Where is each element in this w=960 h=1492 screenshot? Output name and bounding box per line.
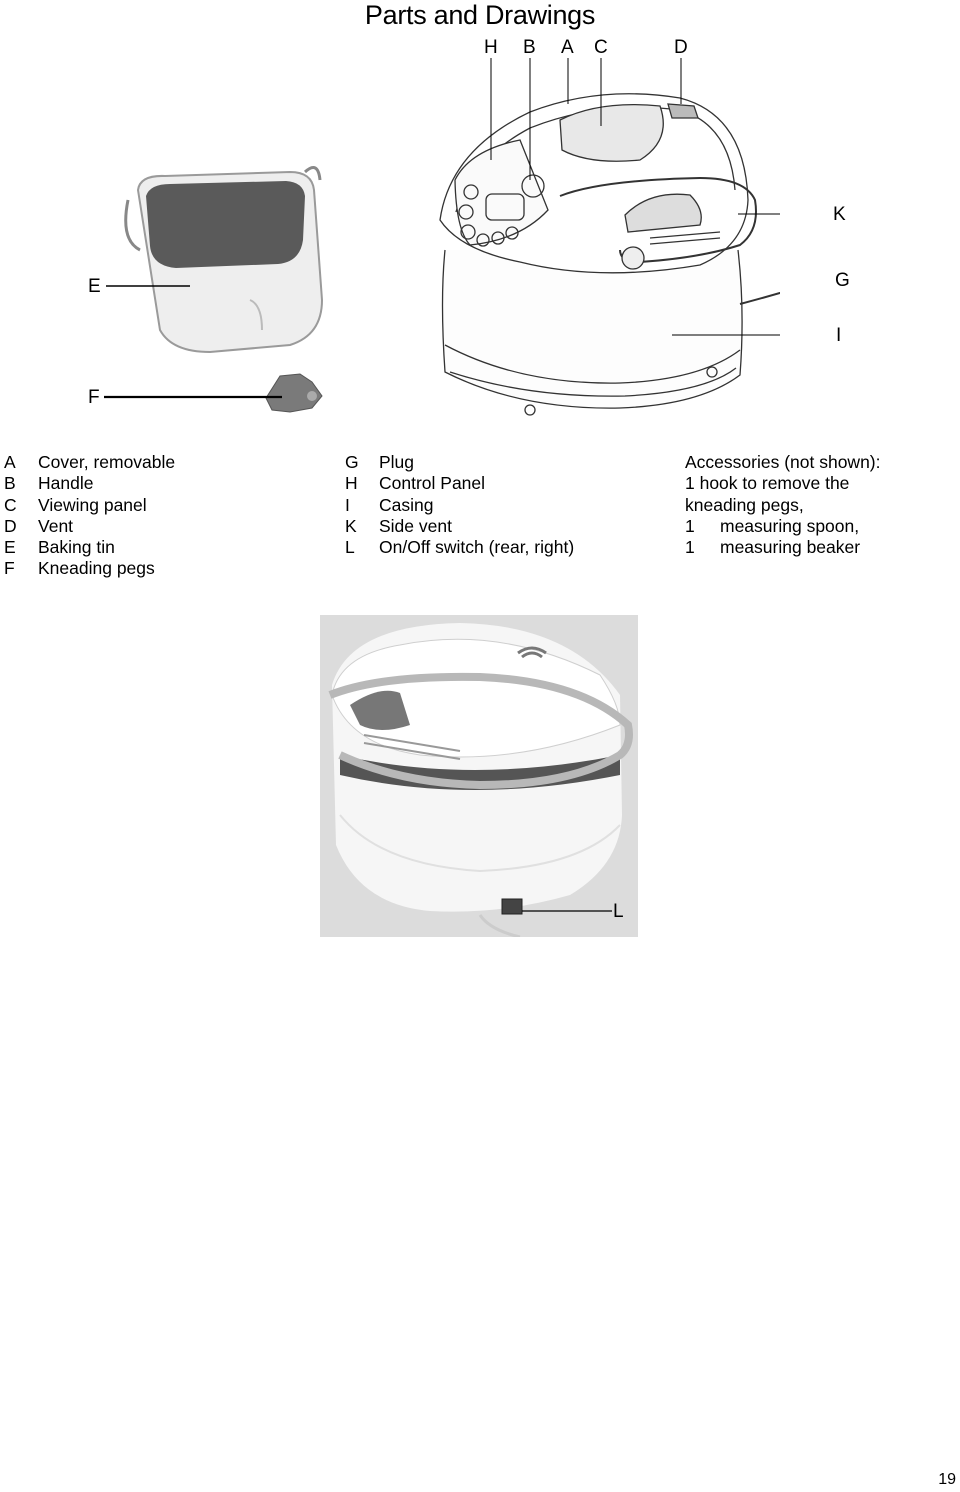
list-item: B Handle [4,473,94,494]
list-item: K Side vent [345,515,452,536]
callout-a: A [561,37,574,58]
callout-c: C [594,37,608,58]
parts-list-left [4,452,175,580]
accessories-heading: Accessories (not shown): [685,452,881,472]
page-title: Parts and Drawings [364,0,596,30]
callout-k: K [833,204,846,225]
bread-maker-rear-photo [320,615,638,937]
callout-d: D [674,37,688,58]
parts-list-middle [345,452,574,558]
kneading-peg-illustration [266,374,322,412]
baking-tin-illustration [126,168,322,353]
list-item: A Cover, removable [4,452,176,472]
list-item: E Baking tin [4,537,115,558]
accessories-line: 1 hook to remove the [685,473,850,494]
list-item: 1 measuring spoon, [685,515,860,536]
callout-e: E [88,276,101,297]
accessories-line: kneading pegs, [685,494,804,515]
callout-b: B [523,37,536,58]
page-number: 19 [938,1471,956,1488]
list-item: L On/Off switch (rear, right) [345,537,575,558]
callout-h: H [484,37,498,58]
list-item: H Control Panel [345,473,486,494]
list-item: 1 measuring beaker [685,537,861,558]
list-item: G Plug [345,452,415,472]
callout-g: G [835,270,850,291]
bread-maker-parts-drawing [80,37,780,430]
list-item: I Casing [345,494,434,515]
list-item: C Viewing panel [4,494,147,515]
callout-f: F [88,387,100,408]
list-item: D Vent [4,515,74,536]
list-item: F Kneading pegs [4,558,155,579]
callout-i: I [836,325,842,346]
callout-l: L [613,901,624,922]
accessories-list [685,452,881,558]
